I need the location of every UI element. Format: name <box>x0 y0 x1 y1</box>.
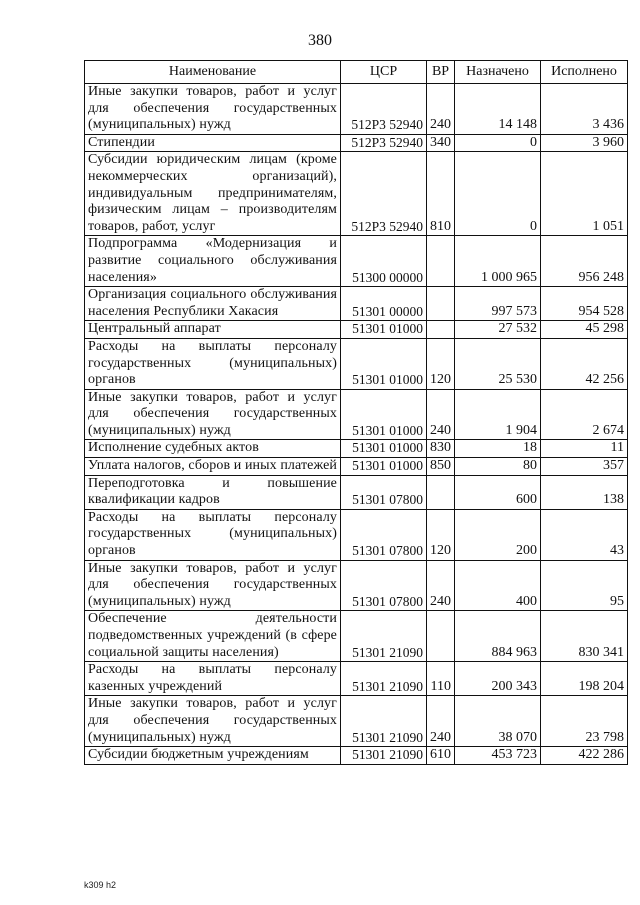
cell-assigned: 997 573 <box>455 287 541 321</box>
cell-csr: 51300 00000 <box>341 236 427 287</box>
cell-csr: 51301 01000 <box>341 440 427 458</box>
cell-executed: 23 798 <box>541 696 628 747</box>
cell-csr: 51301 01000 <box>341 458 427 476</box>
cell-executed: 95 <box>541 560 628 611</box>
cell-assigned: 27 532 <box>455 321 541 339</box>
cell-executed: 422 286 <box>541 747 628 765</box>
header-vr: ВР <box>427 61 455 84</box>
cell-vr <box>427 321 455 339</box>
cell-csr: 51301 21090 <box>341 662 427 696</box>
table-row <box>85 475 628 509</box>
cell-name: Субсидии юридическим лицам (кроме некоммерческих организаций), индивидуальным предпринимателям, физическим лицам – производителям товаров, работ, услуг <box>85 152 341 236</box>
cell-vr: 120 <box>427 509 455 560</box>
cell-vr: 240 <box>427 696 455 747</box>
header-name: Наименование <box>85 61 341 84</box>
cell-executed: 956 248 <box>541 236 628 287</box>
cell-csr: 51301 21090 <box>341 611 427 662</box>
cell-assigned: 1 000 965 <box>455 236 541 287</box>
cell-assigned: 0 <box>455 152 541 236</box>
cell-csr: 51301 01000 <box>341 338 427 389</box>
cell-assigned: 200 <box>455 509 541 560</box>
cell-assigned: 14 148 <box>455 84 541 135</box>
cell-csr: 51301 07800 <box>341 475 427 509</box>
cell-csr: 51301 07800 <box>341 509 427 560</box>
cell-vr: 240 <box>427 389 455 440</box>
cell-name: Организация социального обслуживания населения Республики Хакасия <box>85 287 341 321</box>
cell-vr <box>427 475 455 509</box>
cell-csr: 51301 21090 <box>341 747 427 765</box>
cell-csr: 51301 00000 <box>341 287 427 321</box>
header-executed: Исполнено <box>541 61 628 84</box>
cell-vr <box>427 287 455 321</box>
cell-vr <box>427 611 455 662</box>
cell-assigned: 80 <box>455 458 541 476</box>
cell-csr: 51301 21090 <box>341 696 427 747</box>
cell-csr: 51301 07800 <box>341 560 427 611</box>
cell-csr: 512Р3 52940 <box>341 84 427 135</box>
cell-csr: 51301 01000 <box>341 321 427 339</box>
table-row <box>85 134 628 152</box>
cell-name: Стипендии <box>85 134 341 152</box>
table-row <box>85 747 628 765</box>
cell-name: Иные закупки товаров, работ и услуг для обеспечения государственных (муниципальных) нужд <box>85 389 341 440</box>
cell-vr <box>427 236 455 287</box>
cell-assigned: 1 904 <box>455 389 541 440</box>
cell-executed: 2 674 <box>541 389 628 440</box>
cell-name: Расходы на выплаты персоналу казенных учреждений <box>85 662 341 696</box>
cell-csr: 51301 01000 <box>341 389 427 440</box>
header-csr: ЦСР <box>341 61 427 84</box>
cell-vr: 610 <box>427 747 455 765</box>
table-row <box>85 321 628 339</box>
cell-vr: 240 <box>427 84 455 135</box>
cell-csr: 512Р3 52940 <box>341 134 427 152</box>
cell-name: Иные закупки товаров, работ и услуг для обеспечения государственных (муниципальных) нужд <box>85 696 341 747</box>
cell-name: Переподготовка и повышение квалификации кадров <box>85 475 341 509</box>
cell-executed: 1 051 <box>541 152 628 236</box>
cell-assigned: 18 <box>455 440 541 458</box>
table-row <box>85 152 628 236</box>
cell-name: Центральный аппарат <box>85 321 341 339</box>
cell-executed: 11 <box>541 440 628 458</box>
table-row <box>85 84 628 135</box>
cell-name: Исполнение судебных актов <box>85 440 341 458</box>
table-row <box>85 389 628 440</box>
budget-table <box>84 60 628 765</box>
footer-code: k309 h2 <box>84 880 117 890</box>
table-row <box>85 338 628 389</box>
cell-executed: 43 <box>541 509 628 560</box>
table-row <box>85 662 628 696</box>
cell-vr: 850 <box>427 458 455 476</box>
cell-executed: 3 960 <box>541 134 628 152</box>
table-row <box>85 287 628 321</box>
table-row <box>85 458 628 476</box>
cell-assigned: 600 <box>455 475 541 509</box>
table-header-row <box>85 61 628 84</box>
cell-executed: 357 <box>541 458 628 476</box>
header-assigned: Назначено <box>455 61 541 84</box>
cell-executed: 45 298 <box>541 321 628 339</box>
cell-executed: 3 436 <box>541 84 628 135</box>
cell-assigned: 0 <box>455 134 541 152</box>
cell-vr: 340 <box>427 134 455 152</box>
table-row <box>85 509 628 560</box>
table-row <box>85 696 628 747</box>
table-row <box>85 440 628 458</box>
cell-executed: 830 341 <box>541 611 628 662</box>
cell-executed: 198 204 <box>541 662 628 696</box>
cell-assigned: 38 070 <box>455 696 541 747</box>
cell-vr: 110 <box>427 662 455 696</box>
cell-csr: 512Р3 52940 <box>341 152 427 236</box>
cell-assigned: 200 343 <box>455 662 541 696</box>
cell-assigned: 884 963 <box>455 611 541 662</box>
cell-name: Субсидии бюджетным учреждениям <box>85 747 341 765</box>
cell-name: Расходы на выплаты персоналу государственных (муниципальных) органов <box>85 338 341 389</box>
cell-name: Подпрограмма «Модернизация и развитие социального обслуживания населения» <box>85 236 341 287</box>
table-row <box>85 560 628 611</box>
cell-vr: 120 <box>427 338 455 389</box>
cell-executed: 954 528 <box>541 287 628 321</box>
cell-name: Иные закупки товаров, работ и услуг для обеспечения государственных (муниципальных) нужд <box>85 84 341 135</box>
cell-assigned: 453 723 <box>455 747 541 765</box>
cell-executed: 42 256 <box>541 338 628 389</box>
cell-assigned: 400 <box>455 560 541 611</box>
page-number: 380 <box>308 32 332 49</box>
cell-vr: 830 <box>427 440 455 458</box>
cell-vr: 240 <box>427 560 455 611</box>
cell-vr: 810 <box>427 152 455 236</box>
cell-name: Расходы на выплаты персоналу государственных (муниципальных) органов <box>85 509 341 560</box>
cell-name: Уплата налогов, сборов и иных платежей <box>85 458 341 476</box>
cell-name: Обеспечение деятельности подведомственных учреждений (в сфере социальной защиты населения) <box>85 611 341 662</box>
cell-assigned: 25 530 <box>455 338 541 389</box>
cell-name: Иные закупки товаров, работ и услуг для обеспечения государственных (муниципальных) нужд <box>85 560 341 611</box>
table-body <box>85 84 628 765</box>
cell-executed: 138 <box>541 475 628 509</box>
table-row <box>85 611 628 662</box>
table-row <box>85 236 628 287</box>
